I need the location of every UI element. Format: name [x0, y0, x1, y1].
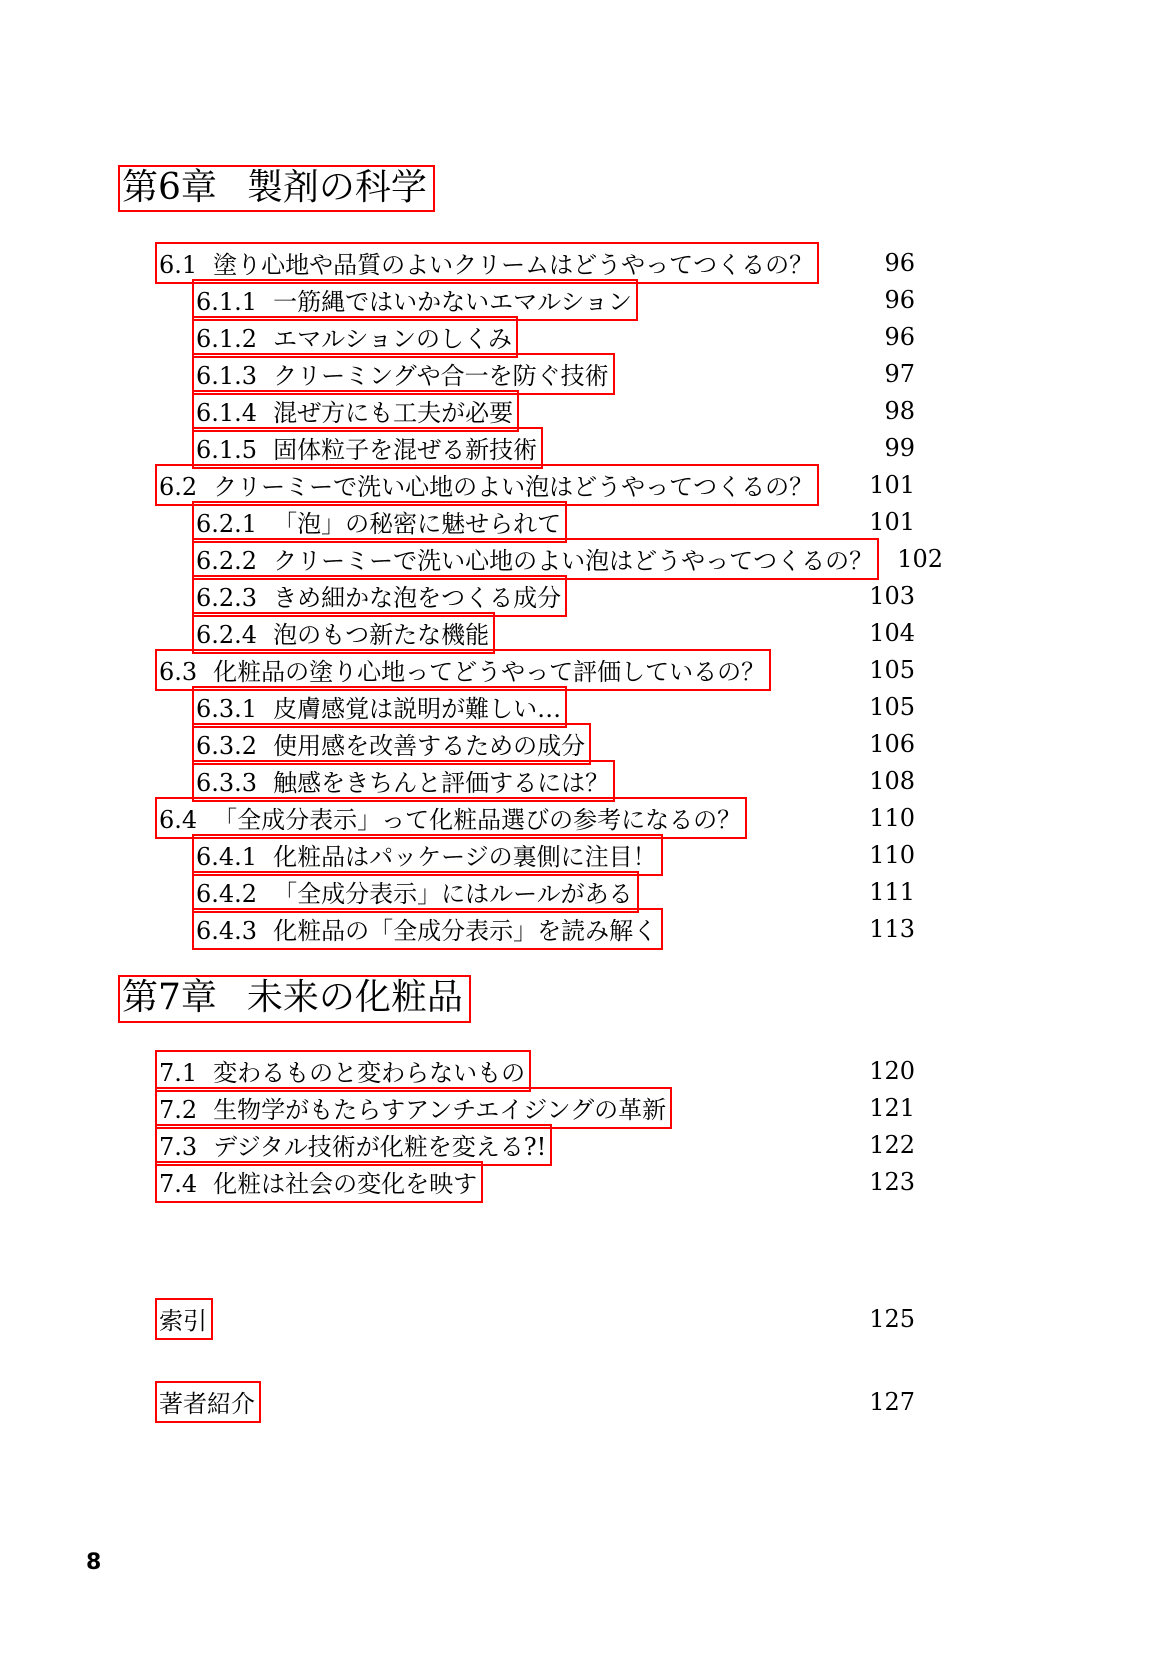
toc-entry-6-2-4: [0, 614, 1165, 651]
toc-entry-6-4-1: [0, 836, 1165, 873]
toc-entry-title: 「泡」の秘密に魅せられて: [273, 509, 562, 538]
dot-leader: [829, 251, 861, 275]
toc-entry-6-3-3: [0, 762, 1165, 799]
toc-link-6-1-3[interactable]: [192, 353, 615, 395]
toc-entry-number: 7.2: [159, 1096, 198, 1125]
toc-link-7-3[interactable]: [155, 1124, 552, 1166]
toc-entry-title: 皮膚感覚は説明が難しい…: [273, 694, 562, 723]
toc-entry-number: 6.4: [159, 805, 198, 834]
toc-entry-title: 化粧は社会の変化を映す: [213, 1170, 478, 1199]
dot-leader: [553, 436, 861, 460]
toc-entry-title: 化粧品の「全成分表示」を読み解く: [273, 916, 658, 945]
toc-entry-6-2: [0, 466, 1165, 503]
chapter-6-entries: [0, 244, 1165, 947]
toc-page-number: 113: [869, 914, 915, 943]
dot-leader: [529, 399, 861, 423]
toc-page-number: 99: [884, 433, 915, 462]
toc-page-number: 125: [869, 1305, 915, 1334]
dot-leader: [271, 1390, 861, 1414]
toc-page-number: 108: [869, 766, 915, 795]
toc-page-number: 122: [869, 1131, 915, 1160]
toc-entry-6-2-1: [0, 503, 1165, 540]
toc-page-number: 96: [884, 322, 915, 351]
dot-leader: [648, 288, 861, 312]
toc-page-number: 106: [869, 729, 915, 758]
toc-entry-7-1: [0, 1053, 1165, 1090]
toc-link-6-3-3[interactable]: [192, 760, 615, 802]
dot-leader: [562, 1133, 861, 1157]
toc-entry-number: 7.1: [159, 1059, 198, 1088]
toc-page-number: 96: [884, 248, 915, 277]
toc-entry-title: 一筋縄ではいかないエマルション: [273, 287, 632, 316]
toc-entry-title: 索引: [159, 1307, 207, 1336]
toc-link-6-2-2[interactable]: [192, 538, 879, 580]
toc-page-number: 104: [869, 618, 915, 647]
dot-leader: [577, 584, 861, 608]
toc-entry-title: 化粧品の塗り心地ってどうやって評価しているの？: [213, 657, 766, 686]
toc-entry-title: 固体粒子を混ぜる新技術: [273, 435, 538, 464]
toc-entry-6-3-2: [0, 725, 1165, 762]
toc-entry-7-4: [0, 1164, 1165, 1201]
toc-page-number: 110: [869, 803, 915, 832]
toc-entry-6-1-4: [0, 392, 1165, 429]
toc-entry-number: 7.4: [159, 1170, 198, 1199]
chapter-7-label: 第7章: [122, 977, 217, 1019]
toc-entry-6-4: [0, 799, 1165, 836]
toc-page-number: 102: [897, 544, 944, 573]
toc-entry-title: 泡のもつ新たな機能: [273, 620, 490, 649]
dot-leader: [493, 1170, 861, 1194]
toc-entry-6-3-1: [0, 688, 1165, 725]
toc-link-6-1-1[interactable]: [192, 279, 638, 321]
toc-page-number: 97: [884, 359, 915, 388]
toc-entry-7-2: [0, 1090, 1165, 1127]
toc-entry-number: 6.2.4: [196, 620, 258, 649]
toc-link-authors[interactable]: [155, 1381, 261, 1423]
toc-entry-index: [0, 1301, 1165, 1338]
chapter-7-entries: [0, 1053, 1165, 1201]
toc-entry-6-1-3: [0, 355, 1165, 392]
chapter-6-label: 第6章: [122, 167, 217, 208]
dot-leader: [673, 917, 861, 941]
chapter-7-heading-row: [118, 975, 1165, 1022]
dot-leader: [757, 806, 861, 830]
toc-page-number: 101: [869, 507, 915, 536]
toc-link-6-1-2[interactable]: [192, 316, 518, 358]
toc-entry-title: エマルションのしくみ: [273, 324, 512, 353]
toc-link-6-4-1[interactable]: [192, 834, 663, 876]
toc-entry-number: 6.2.1: [196, 509, 258, 538]
toc-entry-6-1: [0, 244, 1165, 281]
dot-leader: [781, 658, 861, 682]
toc-entry-title: 化粧品はパッケージの裏側に注目！: [273, 842, 657, 871]
toc-entry-title: 「全成分表示」って化粧品選びの参考になるの？: [213, 805, 742, 834]
toc-link-6-2-3[interactable]: [192, 575, 567, 617]
toc-link-6-1[interactable]: [155, 242, 819, 284]
toc-entry-number: 6.1.3: [196, 361, 258, 390]
toc-entry-number: 6.3: [159, 657, 198, 686]
toc-page-number: 127: [869, 1388, 915, 1417]
dot-leader: [625, 769, 861, 793]
toc-link-7-4[interactable]: [155, 1161, 483, 1203]
toc-entry-6-2-3: [0, 577, 1165, 614]
toc-entry-number: 6.3.2: [196, 731, 258, 760]
toc-entry-number: 6.1.5: [196, 435, 258, 464]
toc-entry-number: 7.3: [159, 1133, 198, 1162]
toc-link-7-2[interactable]: [155, 1087, 672, 1129]
toc-link-6-3-1[interactable]: [192, 686, 567, 728]
toc-entry-title: クリーミングや合一を防ぐ技術: [273, 361, 609, 390]
toc-entry-6-3: [0, 651, 1165, 688]
toc-entry-number: 6.3.1: [196, 694, 258, 723]
toc-link-6-2-4[interactable]: [192, 612, 495, 654]
dot-leader: [577, 695, 861, 719]
toc-entry-number: 6.1.1: [196, 287, 258, 316]
toc-entry-number: 6.2.2: [196, 546, 258, 575]
chapter-6-heading-row: [118, 165, 1165, 212]
dot-leader: [541, 1059, 861, 1083]
dot-leader: [528, 325, 861, 349]
toc-link-6-4-2[interactable]: [192, 871, 639, 913]
toc-entry-number: 6.1.4: [196, 398, 258, 427]
dot-leader: [601, 732, 861, 756]
toc-entry-6-4-3: [0, 910, 1165, 947]
chapter-6-title: 製剤の科学: [246, 167, 427, 208]
toc-page-number: 103: [869, 581, 915, 610]
toc-page-number: 111: [869, 877, 915, 906]
toc-entry-title: 著者紹介: [159, 1390, 255, 1419]
toc-link-6-3-2[interactable]: [192, 723, 591, 765]
toc-entry-6-4-2: [0, 873, 1165, 910]
toc-page-number: 105: [869, 655, 915, 684]
toc-entry-6-1-1: [0, 281, 1165, 318]
toc-entry-authors: [0, 1384, 1165, 1421]
toc-entry-number: 6.1.2: [196, 324, 258, 353]
toc-link-6-1-5[interactable]: [192, 427, 543, 469]
toc-page-number: 123: [869, 1168, 915, 1197]
toc-entry-title: 生物学がもたらすアンチエイジングの革新: [213, 1096, 667, 1125]
toc-entry-number: 6.4.3: [196, 916, 258, 945]
toc-link-6-2-1[interactable]: [192, 501, 567, 543]
toc-link-6-3[interactable]: [155, 649, 771, 691]
dot-leader: [682, 1096, 861, 1120]
toc-link-6-4[interactable]: [155, 797, 747, 839]
toc-link-7-1[interactable]: [155, 1050, 531, 1092]
toc-entry-number: 6.1: [159, 250, 198, 279]
toc-page-number: 101: [869, 470, 915, 499]
toc-entry-6-1-2: [0, 318, 1165, 355]
toc-page-number: 98: [884, 396, 915, 425]
toc-entry-title: 変わるものと変わらないもの: [213, 1059, 526, 1088]
toc-entry-number: 6.2.3: [196, 583, 258, 612]
toc-entry-7-3: [0, 1127, 1165, 1164]
toc-entry-title: デジタル技術が化粧を変える?!: [213, 1133, 547, 1162]
toc-entry-title: 触感をきちんと評価するには？: [273, 768, 610, 797]
toc-page-number: 120: [869, 1057, 915, 1086]
toc-page-number: 110: [869, 840, 915, 869]
toc-page-number: 96: [884, 285, 915, 314]
chapter-6-link[interactable]: [118, 165, 435, 212]
toc-entry-title: きめ細かな泡をつくる成分: [273, 583, 562, 612]
toc-entry-title: 混ぜ方にも工夫が必要: [273, 398, 514, 427]
toc-page-number: 121: [869, 1094, 915, 1123]
toc-page-number: 105: [869, 692, 915, 721]
toc-entry-title: 塗り心地や品質のよいクリームはどうやってつくるの？: [213, 250, 814, 279]
toc-entry-number: 6.4.1: [196, 842, 258, 871]
dot-leader: [829, 473, 861, 497]
dot-leader: [625, 362, 861, 386]
toc-entry-title: 使用感を改善するための成分: [273, 731, 586, 760]
toc-link-6-4-3[interactable]: [192, 908, 663, 950]
toc-entry-number: 6.4.2: [196, 879, 258, 908]
dot-leader: [505, 621, 861, 645]
toc-entry-number: 6.3.3: [196, 768, 258, 797]
toc-link-6-2[interactable]: [155, 464, 819, 506]
toc-entry-title: クリーミーで洗い心地のよい泡はどうやってつくるの？: [213, 472, 814, 501]
chapter-7-link[interactable]: [118, 975, 471, 1022]
dot-leader: [577, 510, 861, 534]
toc-link-6-1-4[interactable]: [192, 390, 519, 432]
toc-entry-title: クリーミーで洗い心地のよい泡はどうやってつくるの？: [273, 546, 874, 575]
toc-entry-6-1-5: [0, 429, 1165, 466]
toc-entry-number: 6.2: [159, 472, 198, 501]
dot-leader: [673, 843, 861, 867]
toc-entry-title: 「全成分表示」にはルールがある: [273, 879, 633, 908]
footer-page-number: 8: [86, 1550, 102, 1575]
toc-link-index[interactable]: [155, 1298, 213, 1340]
dot-leader: [223, 1307, 861, 1331]
dot-leader: [649, 880, 861, 904]
toc-entry-6-2-2: [0, 540, 1165, 577]
chapter-7-title: 未来の化粧品: [246, 977, 463, 1019]
